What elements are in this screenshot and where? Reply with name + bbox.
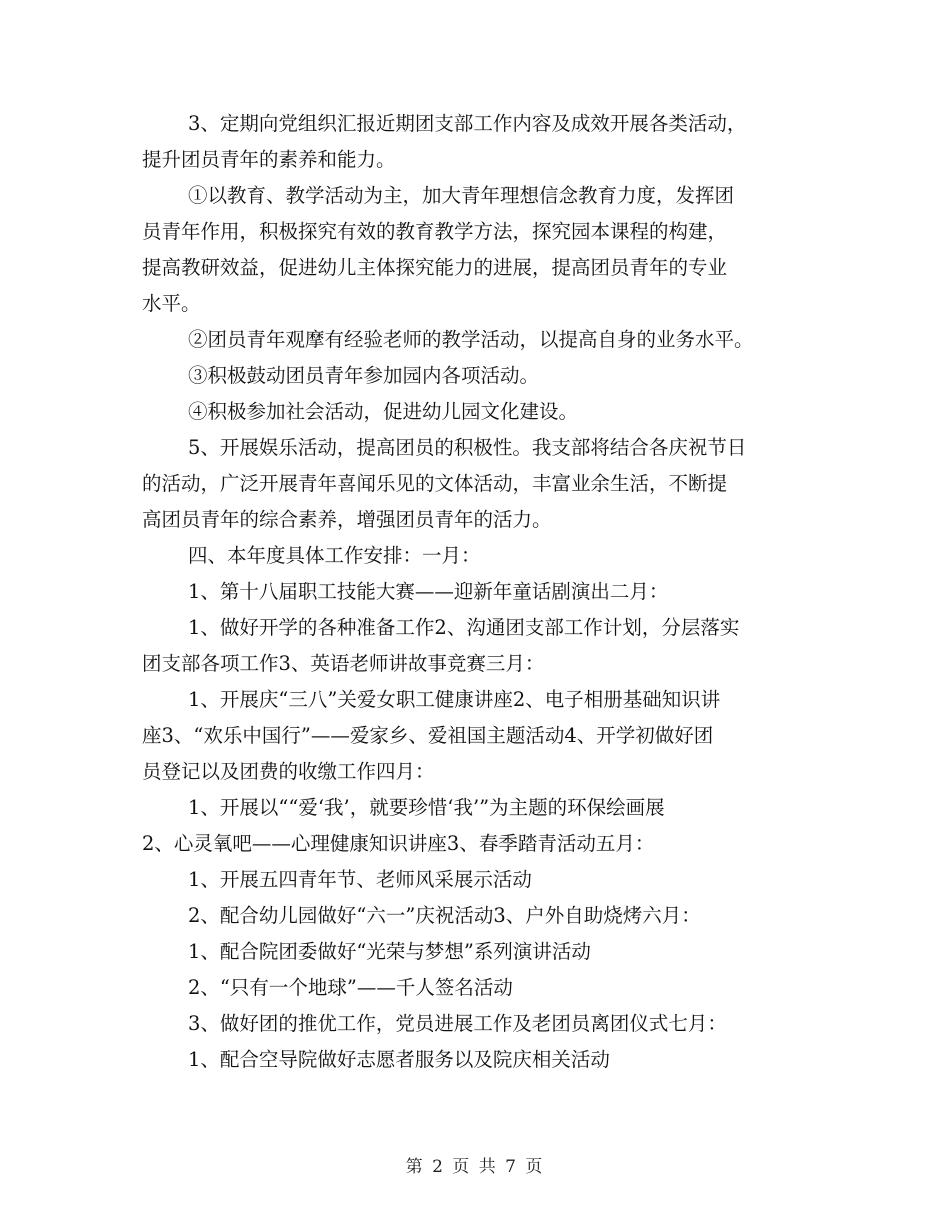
paragraph-line: 员登记以及团费的收缴工作四月： xyxy=(142,760,435,783)
paragraph-line: 水平。 xyxy=(142,292,201,315)
paragraph-line: 1、开展以““爱‘我’，就要珍惜‘我’”为主题的环保绘画展 xyxy=(188,796,665,819)
paragraph-line: 1、第十八届职工技能大赛——迎新年童话剧演出二月： xyxy=(188,580,669,603)
paragraph-line: 2、“只有一个地球”——千人签名活动 xyxy=(188,976,513,999)
paragraph xyxy=(142,358,822,394)
paragraph-line: 3、定期向党组织汇报近期团支部工作内容及成效开展各类活动， xyxy=(188,112,747,135)
paragraph xyxy=(142,610,822,682)
paragraph xyxy=(142,682,822,790)
paragraph-line: 1、配合空导院做好志愿者服务以及院庆相关活动 xyxy=(188,1048,610,1071)
paragraph-line: 的活动，广泛开展青年喜闻乐见的文体活动，丰富业余生活，不断提 xyxy=(142,472,728,495)
paragraph-line: 高团员青年的综合素养，增强团员青年的活力。 xyxy=(142,508,552,531)
paragraph-line: 团支部各项工作3、英语老师讲故事竞赛三月： xyxy=(142,652,545,675)
paragraph xyxy=(142,322,822,358)
paragraph xyxy=(142,862,822,898)
paragraph-line: ④积极参加社会活动，促进幼儿园文化建设。 xyxy=(188,400,579,423)
page-number-footer: 第 2 页 共 7 页 xyxy=(405,1157,545,1177)
paragraph xyxy=(142,970,822,1006)
paragraph-line: 1、做好开学的各种准备工作2、沟通团支部工作计划，分层落实 xyxy=(188,616,740,639)
paragraph xyxy=(142,574,822,610)
paragraph xyxy=(142,106,822,178)
paragraph xyxy=(142,178,822,322)
paragraph xyxy=(142,430,822,538)
paragraph-line: 提高教研效益，促进幼儿主体探究能力的进展，提高团员青年的专业 xyxy=(142,256,728,279)
paragraph xyxy=(142,1006,822,1042)
document-body xyxy=(142,106,822,1078)
paragraph-line: 1、配合院团委做好“光荣与梦想”系列演讲活动 xyxy=(188,940,591,963)
paragraph-line: 四、本年度具体工作安排：一月： xyxy=(188,544,481,567)
paragraph xyxy=(142,790,822,862)
paragraph xyxy=(142,898,822,934)
paragraph-line: 座3、“欢乐中国行”——爱家乡、爱祖国主题活动4、开学初做好团 xyxy=(142,724,714,747)
paragraph-line: 5、开展娱乐活动，提高团员的积极性。我支部将结合各庆祝节日 xyxy=(188,436,747,459)
paragraph xyxy=(142,394,822,430)
paragraph-line: ①以教育、教学活动为主，加大青年理想信念教育力度，发挥团 xyxy=(188,184,735,207)
paragraph-line: 2、配合幼儿园做好“六一”庆祝活动3、户外自助烧烤六月： xyxy=(188,904,701,927)
paragraph xyxy=(142,538,822,574)
paragraph-line: 3、做好团的推优工作，党员进展工作及老团员离团仪式七月： xyxy=(188,1012,727,1035)
paragraph-line: ②团员青年观摩有经验老师的教学活动，以提高自身的业务水平。 xyxy=(188,328,754,351)
paragraph-line: 2、心灵氧吧——心理健康知识讲座3、春季踏青活动五月： xyxy=(142,832,655,855)
paragraph-line: 提升团员青年的素养和能力。 xyxy=(142,148,396,171)
paragraph-line: 1、开展五四青年节、老师风采展示活动 xyxy=(188,868,532,891)
paragraph-line: ③积极鼓动团员青年参加园内各项活动。 xyxy=(188,364,540,387)
paragraph xyxy=(142,934,822,970)
paragraph-line: 1、开展庆“三八”关爱女职工健康讲座2、电子相册基础知识讲 xyxy=(188,688,721,711)
paragraph-line: 员青年作用，积极探究有效的教育教学方法，探究园本课程的构建， xyxy=(142,220,728,243)
paragraph xyxy=(142,1042,822,1078)
